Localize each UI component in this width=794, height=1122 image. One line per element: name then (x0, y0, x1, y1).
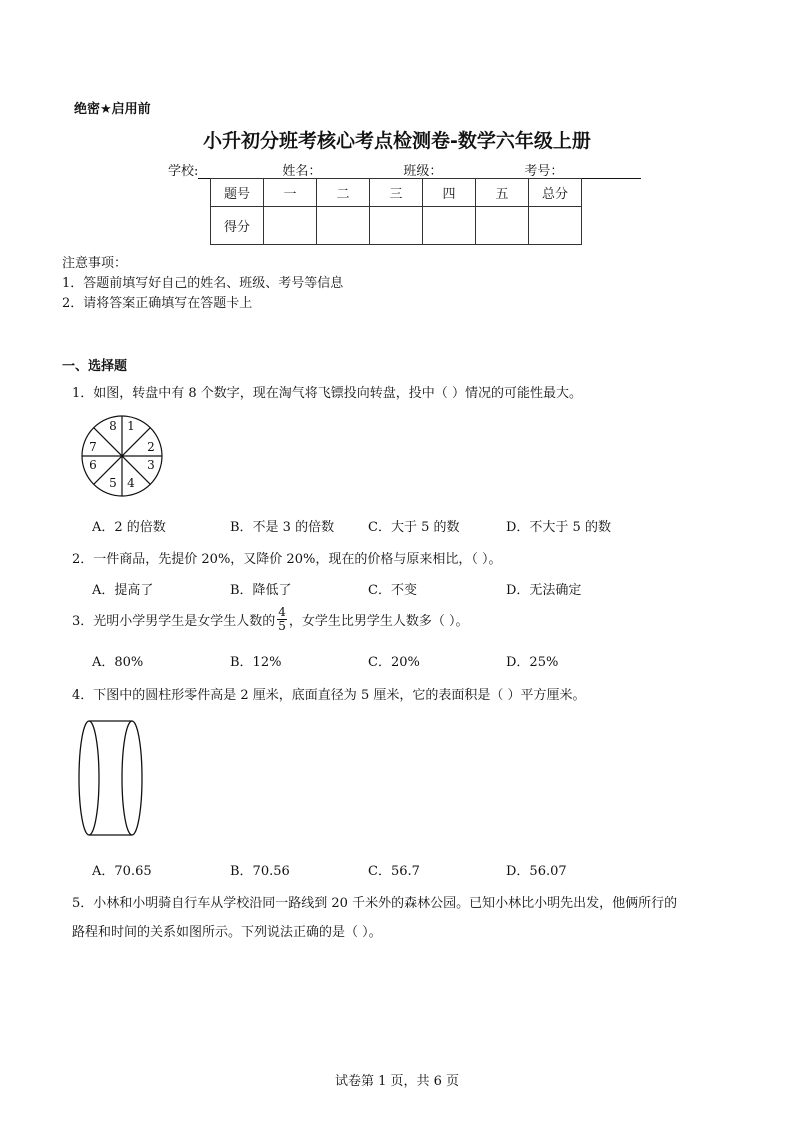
page-title: 小升初分班考核心考点检测卷-数学六年级上册 (203, 130, 591, 152)
score-cell[interactable] (317, 207, 370, 245)
score-row-label: 得分 (211, 207, 264, 245)
score-table (210, 178, 582, 245)
option-d[interactable]: D．25% (506, 655, 559, 670)
question-5-line2: 路程和时间的关系如图所示。下列说法正确的是（ ）。 (72, 925, 382, 940)
cylinder-back-ellipse (79, 721, 99, 835)
student-info-line (168, 160, 643, 179)
option-a[interactable]: A．70.65 (92, 864, 152, 879)
option-b[interactable]: B．12% (230, 655, 282, 670)
spinner-number: 8 (109, 419, 117, 433)
question-3-text (72, 606, 469, 633)
question-5-line1: 5．小林和小明骑自行车从学校沿同一路线到 20 千米外的森林公园。已知小林比小明先出发，他俩所行的 (72, 896, 678, 911)
name-label: 姓名： (282, 164, 322, 179)
spinner-number: 3 (147, 458, 155, 472)
option-a[interactable]: A．80% (92, 655, 144, 670)
score-cell[interactable] (476, 207, 529, 245)
score-cell[interactable] (264, 207, 317, 245)
spinner-number: 4 (127, 476, 135, 490)
option-a[interactable]: A．提高了 (92, 583, 154, 598)
option-b[interactable]: B．不是 3 的倍数 (230, 520, 335, 535)
score-row-label: 题号 (211, 179, 264, 207)
score-cell[interactable] (529, 207, 582, 245)
section-heading: 一、选择题 (62, 359, 128, 374)
fraction (277, 606, 287, 633)
school-blank[interactable] (198, 164, 280, 179)
fraction-numerator: 4 (278, 605, 286, 619)
exam-number-label: 考号： (524, 164, 564, 179)
exam-number-blank[interactable] (563, 164, 641, 179)
class-blank[interactable] (442, 164, 522, 179)
option-c[interactable]: C．56.7 (368, 864, 420, 879)
page-footer: 试卷第 1 页，共 6 页 (334, 1074, 460, 1089)
spinner-number: 6 (89, 458, 97, 472)
score-col-header: 四 (423, 179, 476, 207)
fraction-denominator: 5 (278, 619, 286, 633)
question-4-options (92, 860, 644, 879)
option-d[interactable]: D．56.07 (506, 864, 567, 879)
score-cell[interactable] (423, 207, 476, 245)
question-2-text: 2．一件商品，先提价 20%，又降价 20%，现在的价格与原来相比，（ ）。 (72, 552, 502, 567)
spinner-figure (76, 412, 168, 500)
score-col-header: 五 (476, 179, 529, 207)
score-col-header: 二 (317, 179, 370, 207)
spinner-number: 2 (147, 440, 155, 454)
score-col-header: 总分 (529, 179, 582, 207)
question-3-text-before: 3．光明小学男学生是女学生人数的 (72, 614, 276, 629)
notes-heading: 注意事项： (62, 256, 128, 271)
option-c[interactable]: C．20% (368, 655, 420, 670)
option-a[interactable]: A．2 的倍数 (92, 520, 166, 535)
score-col-header: 三 (370, 179, 423, 207)
question-1-options (92, 516, 644, 535)
class-label: 班级： (403, 164, 443, 179)
question-2-options (92, 579, 644, 598)
spinner-number: 5 (109, 476, 117, 490)
question-4-text: 4．下图中的圆柱形零件高是 2 厘米，底面直径为 5 厘米，它的表面积是（ ）平方厘米。 (72, 688, 586, 703)
option-d[interactable]: D．无法确定 (506, 583, 582, 598)
spinner-number: 1 (127, 419, 135, 433)
cylinder-front-ellipse (122, 721, 142, 835)
note-item: 2．请将答案正确填写在答题卡上 (62, 296, 253, 311)
note-item: 1．答题前填写好自己的姓名、班级、考号等信息 (62, 276, 344, 291)
score-col-header: 一 (264, 179, 317, 207)
name-blank[interactable] (321, 164, 401, 179)
school-label: 学校: (168, 164, 199, 179)
option-d[interactable]: D．不大于 5 的数 (506, 520, 611, 535)
spinner-number: 7 (89, 440, 97, 454)
option-b[interactable]: B．70.56 (230, 864, 290, 879)
score-cell[interactable] (370, 207, 423, 245)
question-3-options (92, 651, 644, 670)
option-c[interactable]: C．不变 (368, 583, 417, 598)
cylinder-figure (74, 716, 148, 840)
option-c[interactable]: C．大于 5 的数 (368, 520, 460, 535)
option-b[interactable]: B．降低了 (230, 583, 292, 598)
confidential-label: 绝密★启用前 (74, 102, 151, 117)
question-1-text: 1．如图，转盘中有 8 个数字，现在淘气将飞镖投向转盘，投中（ ）情况的可能性最大。 (72, 386, 582, 401)
question-3-text-after: ，女学生比男学生人数多（ ）。 (288, 614, 469, 629)
